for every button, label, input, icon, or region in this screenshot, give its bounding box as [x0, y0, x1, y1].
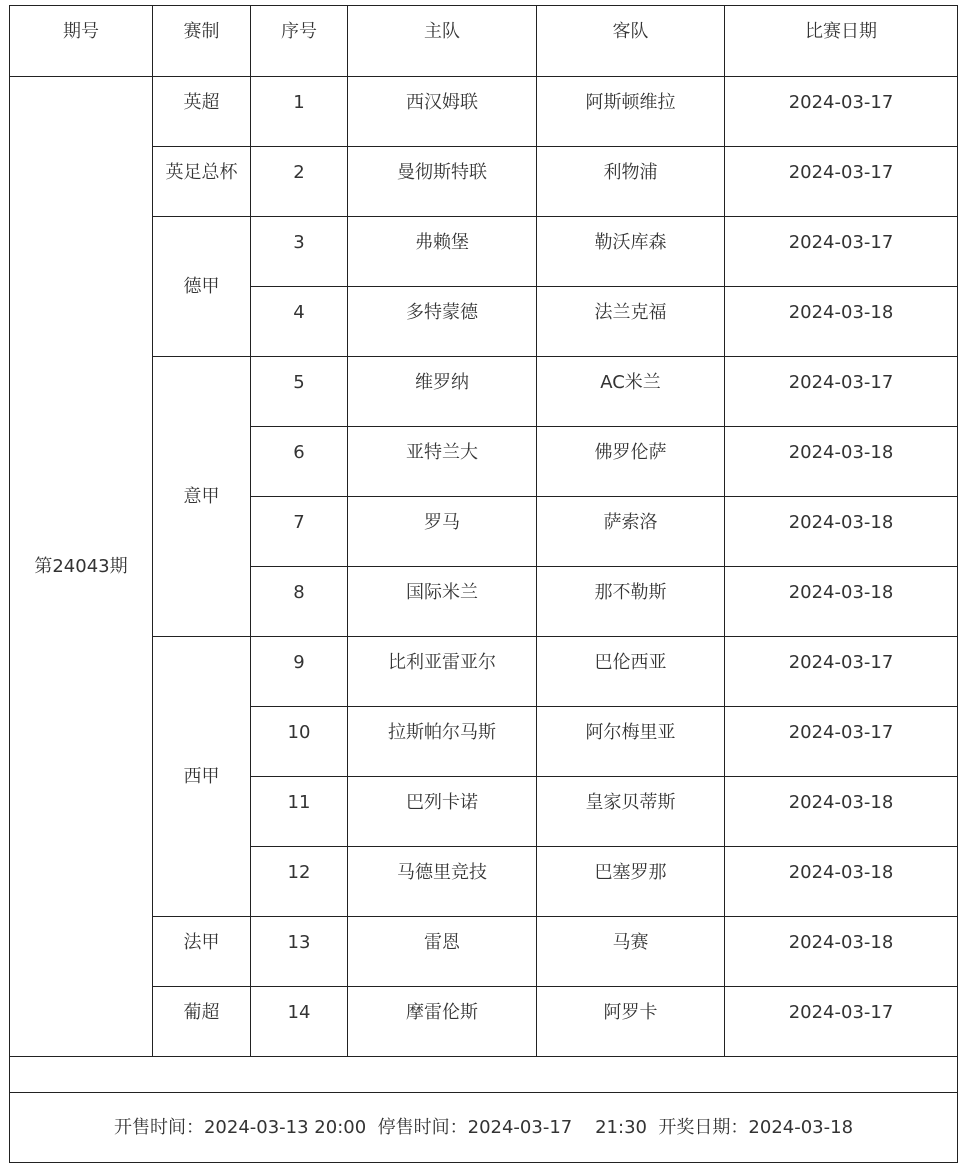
match-number-cell: 4: [251, 287, 348, 357]
match-date-cell: 2024-03-18: [725, 567, 958, 637]
home-team-cell: 雷恩: [348, 917, 537, 987]
table-row: [10, 917, 958, 987]
header-number: 序号: [251, 6, 348, 77]
away-team-cell: 佛罗伦萨: [537, 427, 725, 497]
header-period: 期号: [10, 6, 153, 77]
match-date-cell: 2024-03-17: [725, 987, 958, 1057]
footer-cell: [10, 1093, 958, 1163]
home-team-cell: 亚特兰大: [348, 427, 537, 497]
league-cell: 英超: [153, 77, 251, 147]
away-team-cell: AC米兰: [537, 357, 725, 427]
match-date-cell: 2024-03-18: [725, 427, 958, 497]
match-number-cell: 10: [251, 707, 348, 777]
header-row: [10, 6, 958, 77]
home-team-cell: 巴列卡诺: [348, 777, 537, 847]
match-number-cell: 5: [251, 357, 348, 427]
match-number-cell: 7: [251, 497, 348, 567]
match-number-cell: 13: [251, 917, 348, 987]
home-team-cell: 西汉姆联: [348, 77, 537, 147]
league-cell: 意甲: [153, 357, 251, 637]
match-date-cell: 2024-03-18: [725, 847, 958, 917]
match-date-cell: 2024-03-17: [725, 637, 958, 707]
match-date-cell: 2024-03-17: [725, 357, 958, 427]
home-team-cell: 曼彻斯特联: [348, 147, 537, 217]
table-row: [10, 637, 958, 707]
header-home-team: 主队: [348, 6, 537, 77]
match-number-cell: 6: [251, 427, 348, 497]
match-date-cell: 2024-03-17: [725, 217, 958, 287]
league-cell: 德甲: [153, 217, 251, 357]
league-cell: 法甲: [153, 917, 251, 987]
table-body: [10, 6, 958, 1163]
home-team-cell: 多特蒙德: [348, 287, 537, 357]
table-row: [10, 987, 958, 1057]
league-cell: 英足总杯: [153, 147, 251, 217]
match-number-cell: 8: [251, 567, 348, 637]
home-team-cell: 马德里竞技: [348, 847, 537, 917]
match-date-cell: 2024-03-18: [725, 287, 958, 357]
league-cell: 葡超: [153, 987, 251, 1057]
away-team-cell: 巴塞罗那: [537, 847, 725, 917]
match-date-cell: 2024-03-17: [725, 147, 958, 217]
home-team-cell: 弗赖堡: [348, 217, 537, 287]
home-team-cell: 维罗纳: [348, 357, 537, 427]
sale-times-text: 开售时间：2024-03-13 20:00 停售时间：2024-03-17 21:30 开奖日期：2024-03-18: [113, 1116, 854, 1138]
away-team-cell: 勒沃库森: [537, 217, 725, 287]
away-team-cell: 马赛: [537, 917, 725, 987]
away-team-cell: 阿尔梅里亚: [537, 707, 725, 777]
away-team-cell: 利物浦: [537, 147, 725, 217]
match-number-cell: 1: [251, 77, 348, 147]
table-row: [10, 147, 958, 217]
header-match-date: 比赛日期: [725, 6, 958, 77]
away-team-cell: 法兰克福: [537, 287, 725, 357]
match-number-cell: 2: [251, 147, 348, 217]
blank-cell: [10, 1057, 958, 1093]
away-team-cell: 阿罗卡: [537, 987, 725, 1057]
header-league: 赛制: [153, 6, 251, 77]
match-date-cell: 2024-03-18: [725, 777, 958, 847]
match-number-cell: 9: [251, 637, 348, 707]
table-row: [10, 77, 958, 147]
table-row: [10, 357, 958, 427]
match-number-cell: 3: [251, 217, 348, 287]
home-team-cell: 国际米兰: [348, 567, 537, 637]
match-date-cell: 2024-03-17: [725, 77, 958, 147]
match-date-cell: 2024-03-17: [725, 707, 958, 777]
home-team-cell: 比利亚雷亚尔: [348, 637, 537, 707]
period-cell: 第24043期: [10, 77, 153, 1057]
home-team-cell: 罗马: [348, 497, 537, 567]
home-team-cell: 摩雷伦斯: [348, 987, 537, 1057]
away-team-cell: 巴伦西亚: [537, 637, 725, 707]
header-away-team: 客队: [537, 6, 725, 77]
match-number-cell: 11: [251, 777, 348, 847]
away-team-cell: 萨索洛: [537, 497, 725, 567]
footer-row: [10, 1093, 958, 1163]
blank-row: [10, 1057, 958, 1093]
match-date-cell: 2024-03-18: [725, 497, 958, 567]
match-schedule-table: [9, 5, 958, 1163]
away-team-cell: 皇家贝蒂斯: [537, 777, 725, 847]
home-team-cell: 拉斯帕尔马斯: [348, 707, 537, 777]
table-row: [10, 217, 958, 287]
match-number-cell: 12: [251, 847, 348, 917]
away-team-cell: 那不勒斯: [537, 567, 725, 637]
match-date-cell: 2024-03-18: [725, 917, 958, 987]
league-cell: 西甲: [153, 637, 251, 917]
away-team-cell: 阿斯顿维拉: [537, 77, 725, 147]
match-number-cell: 14: [251, 987, 348, 1057]
